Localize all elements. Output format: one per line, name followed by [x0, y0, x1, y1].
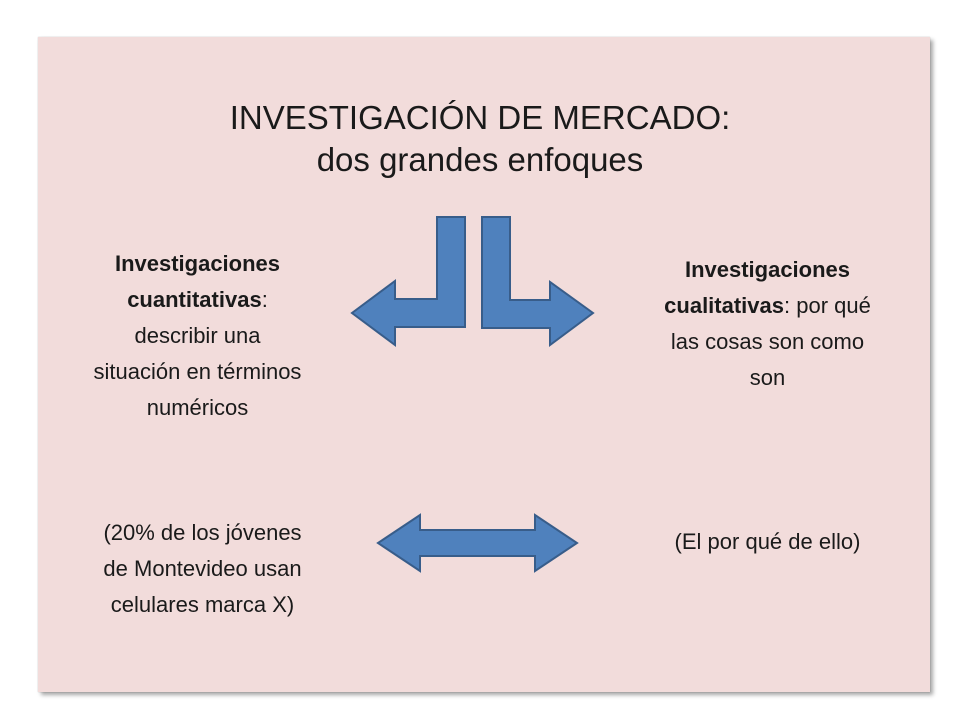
title-line-1: INVESTIGACIÓN DE MERCADO: — [229, 99, 731, 136]
quantitative-desc-3: numéricos — [146, 395, 249, 420]
qualitative-example-1: (El por qué de ello) — [674, 529, 861, 554]
quantitative-example-2: de Montevideo usan — [103, 556, 302, 581]
qualitative-heading-2: cualitativas — [664, 293, 784, 318]
double-arrow — [378, 515, 577, 571]
quantitative-heading-suffix: : — [261, 287, 268, 312]
quantitative-desc-2: situación en términos — [93, 359, 302, 384]
title-line-2: dos grandes enfoques — [316, 141, 644, 178]
qualitative-desc-1: las cosas son como — [670, 329, 865, 354]
quantitative-desc-1: describir una — [134, 323, 261, 348]
quantitative-heading-2: cuantitativas — [127, 287, 262, 312]
bent-arrow-left — [352, 217, 465, 345]
qualitative-heading-1: Investigaciones — [684, 257, 851, 282]
qualitative-desc-2: son — [749, 365, 786, 390]
quantitative-example-3: celulares marca X) — [110, 592, 295, 617]
quantitative-example-1: (20% de los jóvenes — [103, 520, 302, 545]
qualitative-heading-suffix: : por qué — [784, 293, 871, 318]
bent-arrow-right — [482, 217, 593, 345]
quantitative-heading-1: Investigaciones — [114, 251, 281, 276]
